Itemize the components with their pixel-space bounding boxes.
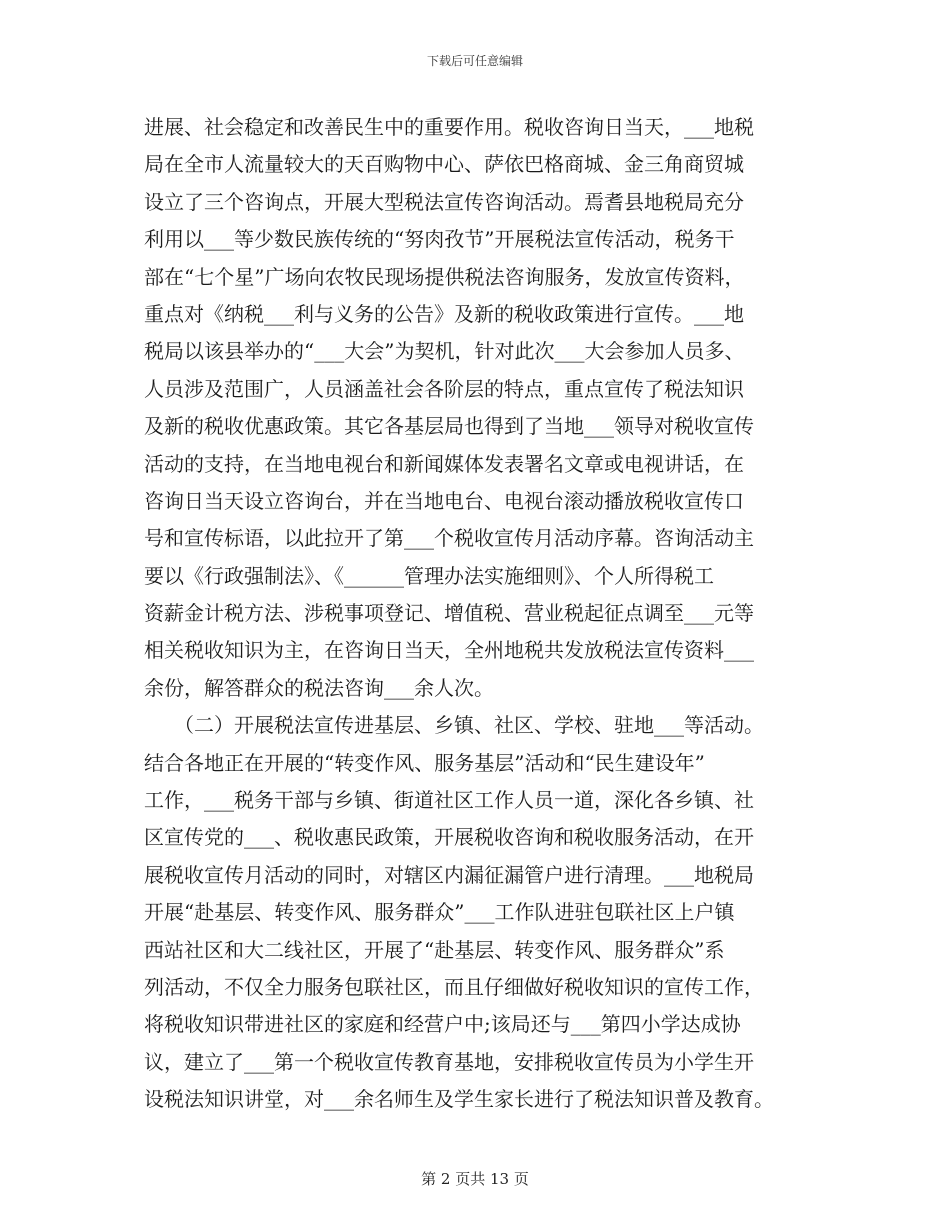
text-line: 号和宣传标语，以此拉开了第___个税收宣传月活动序幕。咨询活动主 bbox=[144, 526, 754, 551]
text-line: 区宣传党的___、税收惠民政策，开展税收咨询和税收服务活动，在开 bbox=[144, 825, 754, 850]
page-header-note: 下载后可任意编辑 bbox=[426, 54, 523, 68]
text-line: 开展“赴基层、转变作风、服务群众”___工作队进驻包联社区上户镇 bbox=[144, 900, 735, 925]
text-line: 余份，解答群众的税法咨询___余人次。 bbox=[144, 675, 494, 700]
text-line: 活动的支持，在当地电视台和新闻媒体发表署名文章或电视讲话，在 bbox=[144, 451, 744, 476]
text-line: 及新的税收优惠政策。其它各基层局也得到了当地___领导对税收宣传 bbox=[144, 414, 754, 439]
text-line: 局在全市人流量较大的天百购物中心、萨依巴格商城、金三角商贸城 bbox=[144, 152, 744, 177]
text-line: 西站社区和大二线社区，开展了“赴基层、转变作风、服务群众”系 bbox=[144, 937, 725, 962]
text-line: 利用以___等少数民族传统的“努肉孜节”开展税法宣传活动，税务干 bbox=[144, 227, 735, 252]
text-line: 人员涉及范围广，人员涵盖社会各阶层的特点，重点宣传了税法知识 bbox=[144, 376, 744, 401]
text-line: 部在“七个星”广场向农牧民现场提供税法咨询服务，发放宣传资料， bbox=[144, 264, 745, 289]
text-line: 议，建立了___第一个税收宣传教育基地，安排税收宣传员为小学生开 bbox=[144, 1049, 754, 1074]
text-line: 工作，___税务干部与乡镇、街道社区工作人员一道，深化各乡镇、社 bbox=[144, 788, 754, 813]
document-body bbox=[144, 109, 834, 1119]
text-line: 咨询日当天设立咨询台，并在当地电台、电视台滚动播放税收宣传口 bbox=[144, 488, 744, 513]
text-line: 展税收宣传月活动的同时，对辖区内漏征漏管户进行清理。___地税局 bbox=[144, 862, 754, 887]
section-heading-line: （二）开展税法宣传进基层、乡镇、社区、学校、驻地___等活动。 bbox=[144, 713, 764, 738]
text-line: 相关税收知识为主，在咨询日当天，全州地税共发放税法宣传资料___ bbox=[144, 638, 754, 663]
text-line: 要以《行政强制法》、《______管理办法实施细则》、个人所得税工 bbox=[144, 563, 714, 588]
text-line: 重点对《纳税___利与义务的公告》及新的税收政策进行宣传。___地 bbox=[144, 301, 744, 326]
text-line: 进展、社会稳定和改善民生中的重要作用。税收咨询日当天，___地税 bbox=[144, 115, 754, 139]
text-line: 将税收知识带进社区的家庭和经营户中;该局还与___第四小学达成协 bbox=[144, 1012, 741, 1037]
text-line: 设立了三个咨询点，开展大型税法宣传咨询活动。焉耆县地税局充分 bbox=[144, 189, 744, 214]
text-line: 设税法知识讲堂，对___余名师生及学生家长进行了税法知识普及教育。 bbox=[144, 1087, 774, 1112]
text-line: 列活动，不仅全力服务包联社区，而且仔细做好税收知识的宣传工作， bbox=[144, 974, 764, 999]
text-line: 资薪金计税方法、涉税事项登记、增值税、营业税起征点调至___元等 bbox=[144, 601, 754, 626]
text-line: 结合各地正在开展的“转变作风、服务基层”活动和“民生建设年” bbox=[144, 750, 705, 775]
page-number: 第 2 页共 13 页 bbox=[421, 1170, 529, 1188]
text-line: 税局以该县举办的“___大会”为契机，针对此次___大会参加人员多、 bbox=[144, 339, 745, 364]
